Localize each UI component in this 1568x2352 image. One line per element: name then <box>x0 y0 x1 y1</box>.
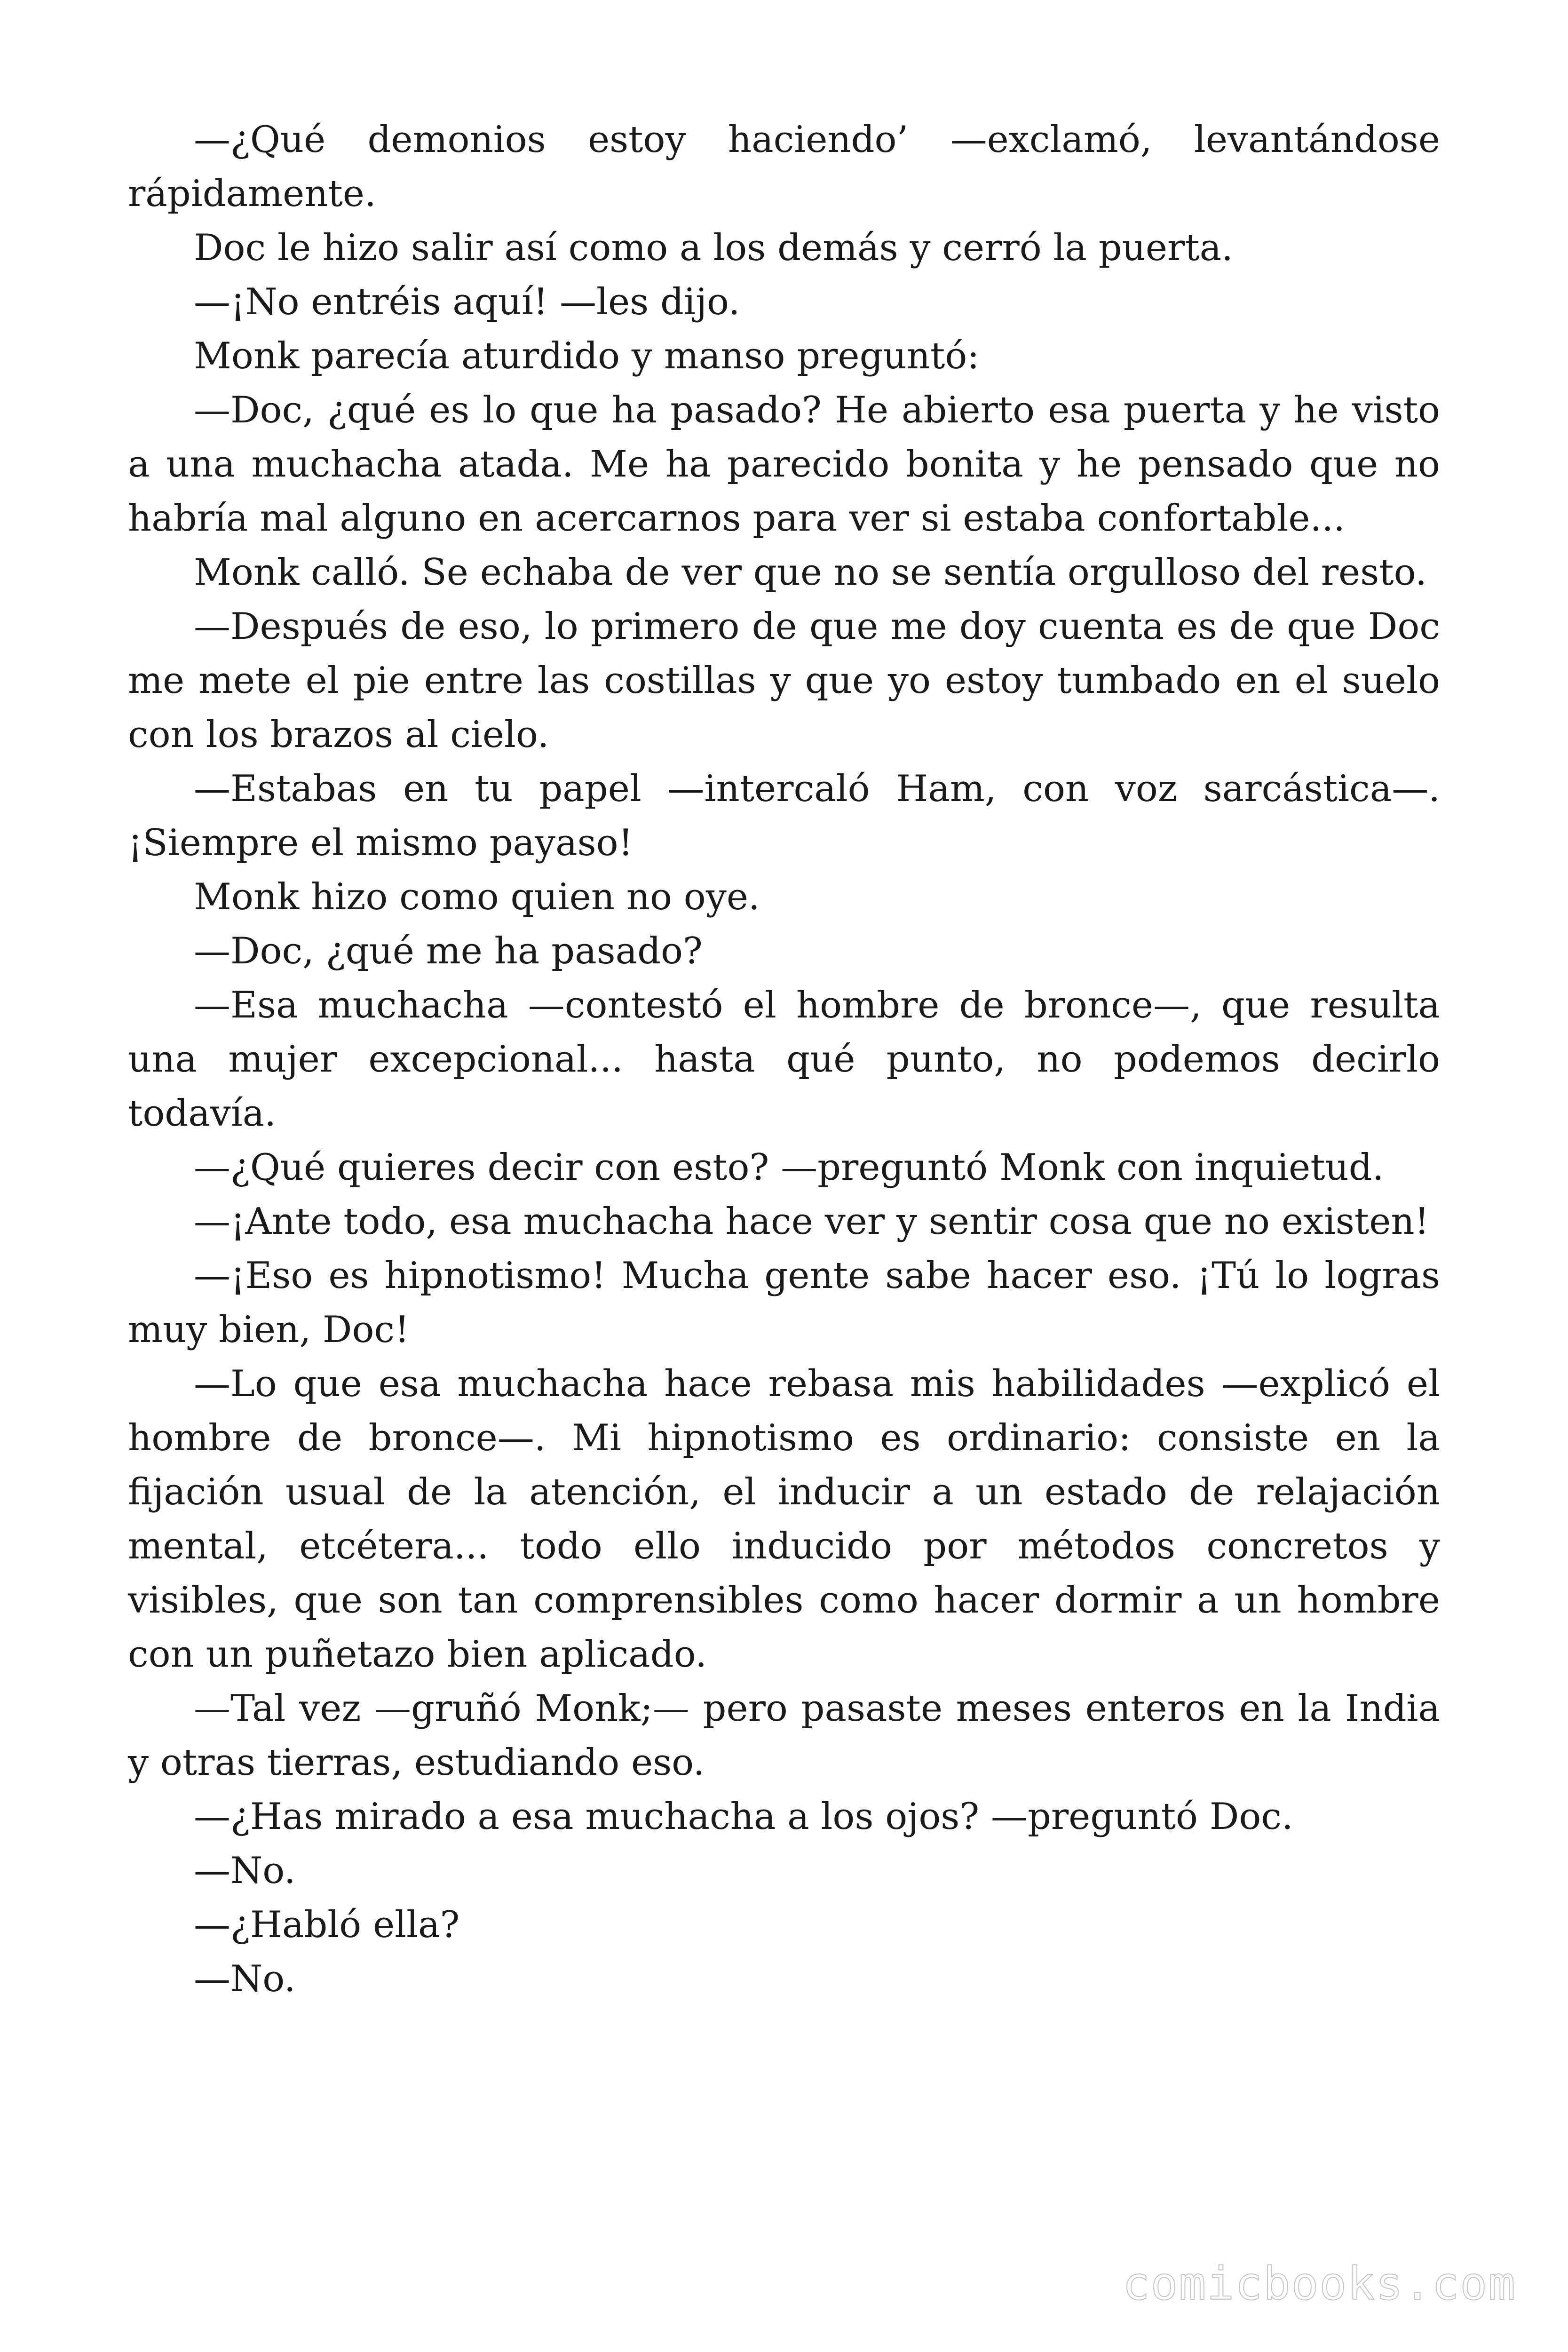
paragraph: Doc le hizo salir así como a los demás y cerró la puerta. <box>194 227 1233 269</box>
paragraph: Monk calló. Se echaba de ver que no se sentía orgulloso del resto. <box>194 551 1427 594</box>
paragraph: —Tal vez —gruñó Monk;— pero pasaste meses enteros en la India y otras tierras, estudiando eso. <box>128 1687 1440 1784</box>
paragraph: —¿Has mirado a esa muchacha a los ojos? —preguntó Doc. <box>194 1796 1293 1838</box>
paragraph: —Después de eso, lo primero de que me doy cuenta es de que Doc me mete el pie entre las costillas y que yo estoy tumbado en el suelo con los brazos al cielo. <box>128 605 1440 756</box>
paragraph: —¡Eso es hipnotismo! Mucha gente sabe hacer eso. ¡Tú lo logras muy bien, Doc! <box>128 1255 1440 1351</box>
page-body-text <box>128 113 1440 2006</box>
paragraph: —¿Qué demonios estoy haciendo’ —exclamó, levantándose rápidamente. <box>128 119 1440 215</box>
paragraph: Monk hizo como quien no oye. <box>194 876 760 918</box>
paragraph: —¡Ante todo, esa muchacha hace ver y sentir cosa que no existen! <box>194 1200 1429 1243</box>
paragraph: —¿Habló ella? <box>194 1904 460 1946</box>
watermark: comicbooks.com <box>1122 2257 1516 2310</box>
paragraph: —Lo que esa muchacha hace rebasa mis habilidades —explicó el hombre de bronce—. Mi hipnotismo es ordinario: consiste en la fijación usual de la atención, el inducir a un estado de relajación mental, etcétera... todo ello inducido por métodos concretos y visibles, que son tan comprensibles como hacer dormir a un hombre con un puñetazo bien aplicado. <box>128 1363 1440 1676</box>
paragraph: —¿Qué quieres decir con esto? —preguntó Monk con inquietud. <box>194 1146 1384 1189</box>
paragraph: —No. <box>194 1850 296 1892</box>
paragraph: Monk parecía aturdido y manso preguntó: <box>194 335 980 377</box>
paragraph: —Doc, ¿qué es lo que ha pasado? He abierto esa puerta y he visto a una muchacha atada. Me ha parecido bonita y he pensado que no habría mal alguno en acercarnos para ver si estaba confortable... <box>128 389 1440 540</box>
paragraph: —No. <box>194 1958 296 2000</box>
paragraph: —Doc, ¿qué me ha pasado? <box>194 930 703 972</box>
paragraph: —Esa muchacha —contestó el hombre de bronce—, que resulta una mujer excepcional... hasta qué punto, no podemos decirlo todavía. <box>128 984 1440 1135</box>
paragraph: —¡No entréis aquí! —les dijo. <box>194 281 740 323</box>
paragraph: —Estabas en tu papel —intercaló Ham, con voz sarcástica—. ¡Siempre el mismo payaso! <box>128 768 1440 864</box>
